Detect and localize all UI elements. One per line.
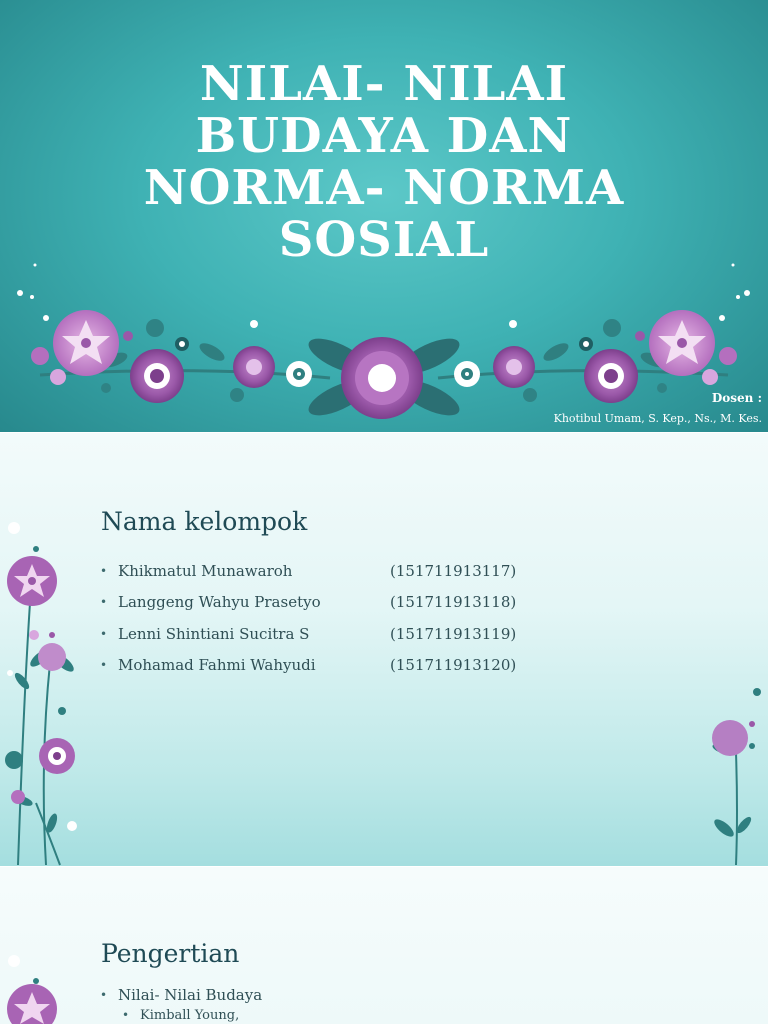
list-item [100, 555, 520, 587]
title-slide [0, 0, 768, 432]
title-line-4: SOSIAL [278, 212, 490, 268]
star-flower-icon [7, 984, 57, 1024]
members-slide [0, 433, 768, 866]
definition-slide [0, 867, 768, 1024]
member-name: Lenni Shintiani Sucitra S [118, 624, 310, 643]
list-item [100, 1006, 262, 1024]
member-id: (151711913120) [390, 656, 517, 675]
title-line-3: NORMA- NORMA [143, 160, 625, 216]
bullet: • [100, 563, 108, 578]
list-item [100, 587, 520, 619]
member-id: (151711913119) [390, 624, 517, 643]
bullet: • [100, 658, 108, 673]
list-item [100, 984, 262, 1006]
center-flower-icon [341, 337, 423, 419]
ring-flower-icon [39, 738, 75, 774]
floral-garland-decoration [0, 0, 768, 432]
title-line-2: BUDAYA DAN [195, 108, 573, 164]
lecturer-label: Dosen : [711, 391, 762, 405]
bullet: • [100, 626, 108, 641]
member-id: (151711913118) [390, 593, 517, 612]
star-flower-icon [7, 556, 57, 606]
lecturer-name: Khotibul Umam, S. Kep., Ns., M. Kes. [553, 412, 762, 425]
members-heading: Nama kelompok [101, 507, 308, 536]
list-item [100, 650, 520, 682]
bullet: • [122, 1008, 130, 1022]
bullet: • [100, 595, 108, 610]
member-name: Khikmatul Munawaroh [118, 561, 293, 580]
member-id: (151711913117) [390, 561, 517, 580]
definition-list [100, 984, 262, 1024]
left-ring-flower-icon [130, 349, 184, 403]
bullet: • [100, 988, 108, 1002]
members-list [100, 555, 520, 681]
right-ring-flower-icon [584, 349, 638, 403]
title-line-1: NILAI- NILAI [199, 56, 569, 112]
definition-subitem: Kimball Young, [140, 1007, 240, 1023]
definition-item: Nilai- Nilai Budaya [118, 986, 263, 1004]
definition-heading: Pengertian [101, 939, 240, 968]
member-name: Mohamad Fahmi Wahyudi [118, 656, 316, 675]
left-star-flower-icon [53, 310, 119, 376]
right-star-flower-icon [649, 310, 715, 376]
list-item [100, 618, 520, 650]
member-name: Langgeng Wahyu Prasetyo [118, 593, 321, 612]
